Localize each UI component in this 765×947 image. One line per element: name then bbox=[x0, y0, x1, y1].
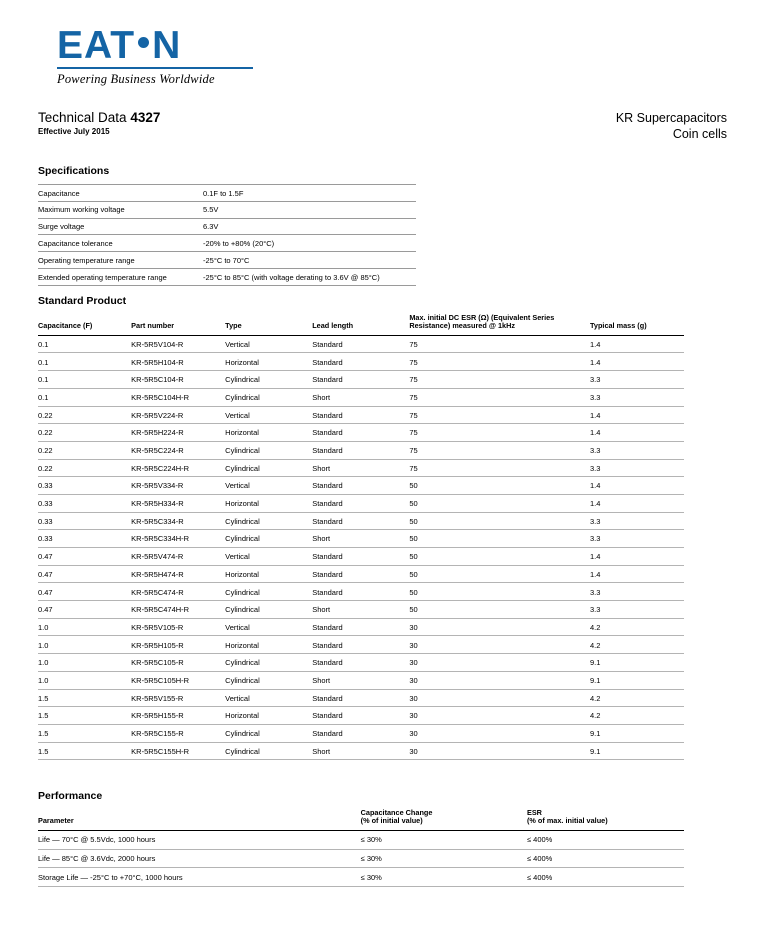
cell-lead-length: Standard bbox=[312, 424, 409, 442]
table-row bbox=[38, 654, 684, 672]
spec-value: 0.1F to 1.5F bbox=[203, 185, 416, 202]
cell-lead-length: Standard bbox=[312, 565, 409, 583]
table-row bbox=[38, 742, 684, 760]
table-row bbox=[38, 618, 684, 636]
spec-value: -20% to +80% (20°C) bbox=[203, 235, 416, 252]
table-row bbox=[38, 707, 684, 725]
cell-capacitance: 1.5 bbox=[38, 707, 131, 725]
cell-type: Horizontal bbox=[225, 424, 312, 442]
cell-capacitance: 1.5 bbox=[38, 742, 131, 760]
cell-capacitance-change: ≤ 30% bbox=[361, 830, 527, 849]
cell-esr: 30 bbox=[409, 707, 590, 725]
document-header-right bbox=[616, 110, 727, 143]
cell-esr: 75 bbox=[409, 459, 590, 477]
cell-part-number: KR-5R5V474-R bbox=[131, 548, 225, 566]
cell-type: Cylindrical bbox=[225, 371, 312, 389]
cell-esr: 75 bbox=[409, 335, 590, 353]
cell-esr: 75 bbox=[409, 388, 590, 406]
cell-type: Cylindrical bbox=[225, 583, 312, 601]
cell-capacitance: 1.0 bbox=[38, 671, 131, 689]
table-row bbox=[38, 235, 416, 252]
logo-text-part2: N bbox=[152, 24, 182, 67]
cell-part-number: KR-5R5C155-R bbox=[131, 724, 225, 742]
cell-typical-mass: 1.4 bbox=[590, 353, 684, 371]
cell-capacitance: 0.33 bbox=[38, 512, 131, 530]
cell-lead-length: Short bbox=[312, 601, 409, 619]
column-header-lead-length: Lead length bbox=[312, 314, 409, 335]
cell-esr: 50 bbox=[409, 548, 590, 566]
cell-esr: 75 bbox=[409, 406, 590, 424]
cell-part-number: KR-5R5H224-R bbox=[131, 424, 225, 442]
cell-typical-mass: 3.3 bbox=[590, 371, 684, 389]
cell-esr: 50 bbox=[409, 494, 590, 512]
cell-type: Vertical bbox=[225, 689, 312, 707]
cell-capacitance: 0.1 bbox=[38, 371, 131, 389]
cell-typical-mass: 4.2 bbox=[590, 636, 684, 654]
cell-type: Horizontal bbox=[225, 565, 312, 583]
cell-lead-length: Short bbox=[312, 388, 409, 406]
cell-lead-length: Short bbox=[312, 530, 409, 548]
cell-capacitance: 0.1 bbox=[38, 353, 131, 371]
cell-lead-length: Standard bbox=[312, 583, 409, 601]
cell-typical-mass: 9.1 bbox=[590, 671, 684, 689]
cell-type: Cylindrical bbox=[225, 601, 312, 619]
cell-lead-length: Short bbox=[312, 459, 409, 477]
table-header-row bbox=[38, 314, 684, 335]
cell-esr: 50 bbox=[409, 530, 590, 548]
cell-typical-mass: 9.1 bbox=[590, 742, 684, 760]
cell-typical-mass: 3.3 bbox=[590, 388, 684, 406]
cell-type: Cylindrical bbox=[225, 388, 312, 406]
table-row bbox=[38, 494, 684, 512]
cell-esr: 30 bbox=[409, 742, 590, 760]
cell-type: Vertical bbox=[225, 618, 312, 636]
column-header-capacitance-change bbox=[361, 809, 527, 830]
column-header-esr-line2: Resistance) measured @ 1kHz bbox=[409, 321, 515, 331]
cell-part-number: KR-5R5C104-R bbox=[131, 371, 225, 389]
spec-key: Capacitance bbox=[38, 185, 203, 202]
column-header-capacitance-change-line1: Capacitance Change bbox=[360, 808, 433, 817]
cell-lead-length: Standard bbox=[312, 441, 409, 459]
cell-type: Cylindrical bbox=[225, 441, 312, 459]
table-row bbox=[38, 583, 684, 601]
cell-part-number: KR-5R5V155-R bbox=[131, 689, 225, 707]
cell-capacitance: 1.0 bbox=[38, 654, 131, 672]
cell-type: Cylindrical bbox=[225, 512, 312, 530]
cell-type: Vertical bbox=[225, 548, 312, 566]
cell-capacitance: 0.33 bbox=[38, 494, 131, 512]
cell-part-number: KR-5R5V105-R bbox=[131, 618, 225, 636]
cell-capacitance: 1.5 bbox=[38, 724, 131, 742]
document-effective-date: Effective July 2015 bbox=[38, 127, 110, 136]
spec-value: 5.5V bbox=[203, 201, 416, 218]
cell-lead-length: Standard bbox=[312, 707, 409, 725]
table-row bbox=[38, 185, 416, 202]
cell-capacitance: 0.22 bbox=[38, 406, 131, 424]
cell-lead-length: Standard bbox=[312, 724, 409, 742]
cell-lead-length: Standard bbox=[312, 654, 409, 672]
cell-typical-mass: 4.2 bbox=[590, 689, 684, 707]
table-row bbox=[38, 335, 684, 353]
cell-capacitance: 0.47 bbox=[38, 548, 131, 566]
cell-type: Cylindrical bbox=[225, 742, 312, 760]
cell-lead-length: Short bbox=[312, 671, 409, 689]
cell-capacitance: 0.22 bbox=[38, 424, 131, 442]
cell-parameter: Life — 85°C @ 3.6Vdc, 2000 hours bbox=[38, 849, 361, 868]
spec-value: 6.3V bbox=[203, 218, 416, 235]
table-row bbox=[38, 689, 684, 707]
document-type-line bbox=[38, 110, 160, 125]
eaton-logo bbox=[57, 26, 267, 87]
logo-dot-icon bbox=[138, 37, 149, 48]
cell-esr: 30 bbox=[409, 689, 590, 707]
cell-capacitance: 0.22 bbox=[38, 441, 131, 459]
table-row bbox=[38, 724, 684, 742]
cell-type: Vertical bbox=[225, 406, 312, 424]
cell-esr: 30 bbox=[409, 671, 590, 689]
table-row bbox=[38, 459, 684, 477]
cell-typical-mass: 9.1 bbox=[590, 654, 684, 672]
logo-text-part1: EAT bbox=[57, 24, 136, 67]
spec-key: Surge voltage bbox=[38, 218, 203, 235]
cell-part-number: KR-5R5C334-R bbox=[131, 512, 225, 530]
cell-lead-length: Standard bbox=[312, 689, 409, 707]
table-row bbox=[38, 353, 684, 371]
cell-part-number: KR-5R5C224H-R bbox=[131, 459, 225, 477]
cell-capacitance: 0.33 bbox=[38, 530, 131, 548]
cell-capacitance: 0.1 bbox=[38, 388, 131, 406]
cell-esr: 50 bbox=[409, 601, 590, 619]
specifications-heading: Specifications bbox=[38, 165, 110, 177]
table-row bbox=[38, 601, 684, 619]
cell-esr: 75 bbox=[409, 353, 590, 371]
cell-type: Cylindrical bbox=[225, 530, 312, 548]
cell-lead-length: Standard bbox=[312, 353, 409, 371]
table-row bbox=[38, 477, 684, 495]
spec-key: Extended operating temperature range bbox=[38, 268, 203, 285]
cell-lead-length: Standard bbox=[312, 512, 409, 530]
document-header-left bbox=[38, 110, 160, 136]
cell-capacitance: 1.0 bbox=[38, 618, 131, 636]
table-row bbox=[38, 512, 684, 530]
cell-lead-length: Standard bbox=[312, 477, 409, 495]
cell-esr: 75 bbox=[409, 371, 590, 389]
cell-typical-mass: 3.3 bbox=[590, 441, 684, 459]
cell-lead-length: Standard bbox=[312, 618, 409, 636]
standard-product-table-body bbox=[38, 335, 684, 760]
cell-typical-mass: 9.1 bbox=[590, 724, 684, 742]
table-row bbox=[38, 252, 416, 269]
table-row bbox=[38, 830, 684, 849]
table-row bbox=[38, 565, 684, 583]
cell-typical-mass: 3.3 bbox=[590, 512, 684, 530]
cell-type: Cylindrical bbox=[225, 459, 312, 477]
document-type: Technical Data bbox=[38, 110, 131, 125]
cell-part-number: KR-5R5H155-R bbox=[131, 707, 225, 725]
cell-type: Horizontal bbox=[225, 636, 312, 654]
cell-capacitance: 1.5 bbox=[38, 689, 131, 707]
standard-product-table-head bbox=[38, 314, 684, 335]
cell-parameter: Life — 70°C @ 5.5Vdc, 1000 hours bbox=[38, 830, 361, 849]
cell-part-number: KR-5R5V104-R bbox=[131, 335, 225, 353]
table-row bbox=[38, 671, 684, 689]
cell-part-number: KR-5R5C474H-R bbox=[131, 601, 225, 619]
cell-typical-mass: 4.2 bbox=[590, 707, 684, 725]
specifications-table-body bbox=[38, 185, 416, 286]
cell-lead-length: Standard bbox=[312, 335, 409, 353]
cell-esr: ≤ 400% bbox=[527, 830, 684, 849]
logo-divider bbox=[57, 67, 253, 69]
column-header-typical-mass: Typical mass (g) bbox=[590, 314, 684, 335]
column-header-capacitance: Capacitance (F) bbox=[38, 314, 131, 335]
cell-capacitance-change: ≤ 30% bbox=[361, 849, 527, 868]
cell-esr: 75 bbox=[409, 441, 590, 459]
cell-capacitance: 0.22 bbox=[38, 459, 131, 477]
cell-part-number: KR-5R5H474-R bbox=[131, 565, 225, 583]
cell-typical-mass: 3.3 bbox=[590, 459, 684, 477]
cell-typical-mass: 3.3 bbox=[590, 601, 684, 619]
cell-capacitance: 0.47 bbox=[38, 565, 131, 583]
table-row bbox=[38, 441, 684, 459]
cell-capacitance: 0.33 bbox=[38, 477, 131, 495]
cell-lead-length: Standard bbox=[312, 406, 409, 424]
cell-esr: ≤ 400% bbox=[527, 868, 684, 887]
cell-capacitance: 0.47 bbox=[38, 601, 131, 619]
table-row bbox=[38, 406, 684, 424]
specifications-table bbox=[38, 184, 416, 286]
cell-type: Cylindrical bbox=[225, 654, 312, 672]
performance-heading: Performance bbox=[38, 790, 103, 802]
cell-part-number: KR-5R5C104H-R bbox=[131, 388, 225, 406]
logo-wordmark bbox=[57, 26, 267, 65]
cell-part-number: KR-5R5C334H-R bbox=[131, 530, 225, 548]
standard-product-table bbox=[38, 314, 684, 760]
cell-esr: 50 bbox=[409, 565, 590, 583]
cell-parameter: Storage Life — -25°C to +70°C, 1000 hours bbox=[38, 868, 361, 887]
cell-esr: 75 bbox=[409, 424, 590, 442]
cell-part-number: KR-5R5H334-R bbox=[131, 494, 225, 512]
cell-esr: 30 bbox=[409, 618, 590, 636]
cell-typical-mass: 1.4 bbox=[590, 494, 684, 512]
cell-capacitance: 1.0 bbox=[38, 636, 131, 654]
column-header-part-number: Part number bbox=[131, 314, 225, 335]
specifications-section bbox=[38, 165, 416, 286]
cell-part-number: KR-5R5H105-R bbox=[131, 636, 225, 654]
cell-part-number: KR-5R5C155H-R bbox=[131, 742, 225, 760]
cell-typical-mass: 1.4 bbox=[590, 477, 684, 495]
column-header-parameter-line1: Parameter bbox=[38, 816, 74, 826]
cell-typical-mass: 1.4 bbox=[590, 424, 684, 442]
table-row bbox=[38, 218, 416, 235]
table-row bbox=[38, 424, 684, 442]
cell-typical-mass: 1.4 bbox=[590, 548, 684, 566]
table-row bbox=[38, 530, 684, 548]
cell-typical-mass: 1.4 bbox=[590, 335, 684, 353]
cell-part-number: KR-5R5V224-R bbox=[131, 406, 225, 424]
cell-esr: 50 bbox=[409, 477, 590, 495]
performance-table-head bbox=[38, 809, 684, 830]
cell-typical-mass: 3.3 bbox=[590, 583, 684, 601]
cell-lead-length: Standard bbox=[312, 494, 409, 512]
document-title: KR Supercapacitors bbox=[615, 111, 727, 125]
cell-esr: ≤ 400% bbox=[527, 849, 684, 868]
cell-capacitance: 0.1 bbox=[38, 335, 131, 353]
column-header-esr-line1: Max. initial DC ESR (Ω) (Equivalent Series bbox=[409, 313, 555, 322]
cell-type: Horizontal bbox=[225, 707, 312, 725]
spec-value: -25°C to 70°C bbox=[203, 252, 416, 269]
cell-lead-length: Standard bbox=[312, 636, 409, 654]
column-header-esr bbox=[409, 314, 590, 335]
table-row bbox=[38, 201, 416, 218]
cell-typical-mass: 4.2 bbox=[590, 618, 684, 636]
column-header-type: Type bbox=[225, 314, 312, 335]
performance-table bbox=[38, 809, 684, 887]
cell-esr: 30 bbox=[409, 636, 590, 654]
cell-type: Horizontal bbox=[225, 494, 312, 512]
cell-type: Cylindrical bbox=[225, 724, 312, 742]
performance-table-body bbox=[38, 830, 684, 886]
cell-part-number: KR-5R5H104-R bbox=[131, 353, 225, 371]
table-row bbox=[38, 636, 684, 654]
table-row bbox=[38, 268, 416, 285]
column-header-esr-line1: ESR bbox=[526, 808, 542, 817]
cell-typical-mass: 3.3 bbox=[590, 530, 684, 548]
spec-key: Operating temperature range bbox=[38, 252, 203, 269]
table-row bbox=[38, 548, 684, 566]
cell-esr: 50 bbox=[409, 583, 590, 601]
cell-part-number: KR-5R5C224-R bbox=[131, 441, 225, 459]
cell-type: Cylindrical bbox=[225, 671, 312, 689]
cell-esr: 30 bbox=[409, 654, 590, 672]
spec-value: -25°C to 85°C (with voltage derating to 3.6V @ 85°C) bbox=[203, 268, 416, 285]
table-row bbox=[38, 849, 684, 868]
cell-lead-length: Short bbox=[312, 742, 409, 760]
cell-esr: 50 bbox=[409, 512, 590, 530]
cell-lead-length: Standard bbox=[312, 371, 409, 389]
spec-key: Maximum working voltage bbox=[38, 201, 203, 218]
table-row bbox=[38, 371, 684, 389]
standard-product-section bbox=[38, 295, 727, 760]
column-header-esr bbox=[527, 809, 684, 830]
cell-lead-length: Standard bbox=[312, 548, 409, 566]
performance-section bbox=[38, 790, 727, 887]
logo-tagline: Powering Business Worldwide bbox=[57, 72, 215, 86]
document-subtitle: Coin cells bbox=[672, 127, 727, 142]
column-header-parameter bbox=[38, 809, 361, 830]
cell-capacitance-change: ≤ 30% bbox=[361, 868, 527, 887]
table-row bbox=[38, 868, 684, 887]
cell-type: Horizontal bbox=[225, 353, 312, 371]
cell-type: Vertical bbox=[225, 477, 312, 495]
cell-esr: 30 bbox=[409, 724, 590, 742]
cell-part-number: KR-5R5C105H-R bbox=[131, 671, 225, 689]
document-number: 4327 bbox=[130, 110, 161, 125]
cell-typical-mass: 1.4 bbox=[590, 406, 684, 424]
column-header-esr-line2: (% of max. initial value) bbox=[526, 816, 608, 826]
cell-typical-mass: 1.4 bbox=[590, 565, 684, 583]
column-header-capacitance-change-line2: (% of initial value) bbox=[360, 816, 423, 826]
cell-type: Vertical bbox=[225, 335, 312, 353]
cell-part-number: KR-5R5V334-R bbox=[131, 477, 225, 495]
standard-product-heading: Standard Product bbox=[38, 295, 127, 307]
cell-part-number: KR-5R5C105-R bbox=[131, 654, 225, 672]
cell-part-number: KR-5R5C474-R bbox=[131, 583, 225, 601]
spec-key: Capacitance tolerance bbox=[38, 235, 203, 252]
table-header-row bbox=[38, 809, 684, 830]
table-row bbox=[38, 388, 684, 406]
cell-capacitance: 0.47 bbox=[38, 583, 131, 601]
